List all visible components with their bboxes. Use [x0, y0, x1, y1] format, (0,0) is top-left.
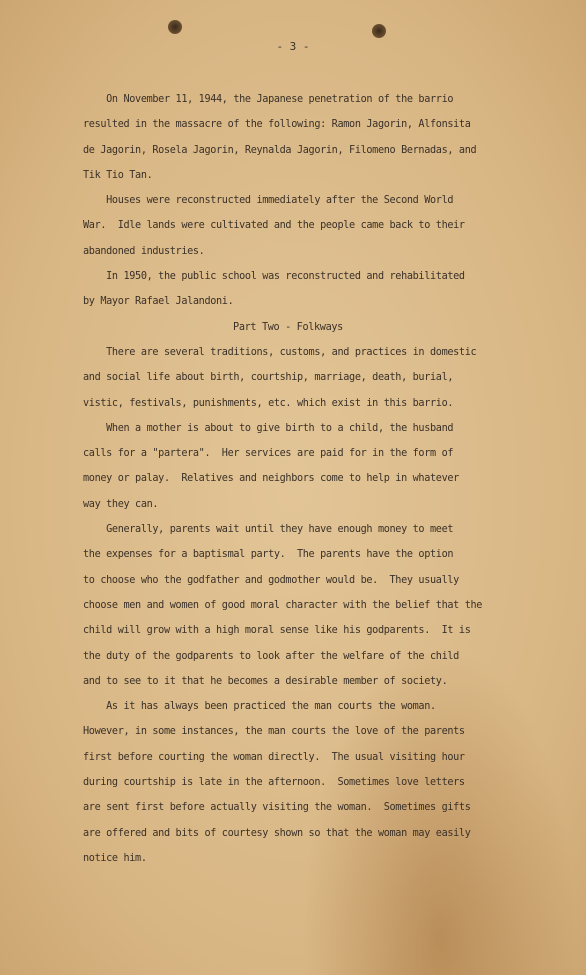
text-line: choose men and women of good moral character with the belief that the [83, 599, 483, 611]
text-line: Generally, parents wait until they have enough money to meet [83, 524, 454, 536]
text-line: are offered and bits of courtesy shown so that the woman may easily [83, 827, 471, 839]
text-line: child will grow with a high moral sense like his godparents. It is [83, 625, 471, 637]
text-line: When a mother is about to give birth to a child, the husband [83, 422, 454, 434]
text-line: abandoned industries. [83, 245, 205, 257]
text-line: Tik Tio Tan. [83, 169, 153, 181]
text-line: There are several traditions, customs, and practices in domestic [83, 346, 477, 358]
punch-hole [372, 24, 386, 38]
text-line: first before courting the woman directly. The usual visiting hour [83, 751, 465, 763]
text-line: As it has always been practiced the man courts the woman. [83, 701, 436, 713]
body-text [83, 92, 523, 876]
text-line: Houses were reconstructed immediately after the Second World [83, 195, 454, 207]
text-line: the expenses for a baptismal party. The parents have the option [83, 549, 454, 561]
page-number: - 3 - [276, 40, 310, 53]
text-line: during courtship is late in the afternoon. Sometimes love letters [83, 777, 465, 789]
text-line: money or palay. Relatives and neighbors come to help in whatever [83, 473, 459, 485]
text-line: the duty of the godparents to look after the welfare of the child [83, 650, 459, 662]
section-heading: Part Two - Folkways [233, 321, 343, 333]
text-line: to choose who the godfather and godmother would be. They usually [83, 574, 459, 586]
text-line: de Jagorin, Rosela Jagorin, Reynalda Jagorin, Filomeno Bernadas, and [83, 144, 477, 156]
text-line: On November 11, 1944, the Japanese penetration of the barrio [83, 94, 454, 105]
text-line: way they can. [83, 498, 159, 510]
text-line: and to see to it that he becomes a desirable member of society. [83, 675, 448, 687]
text-line: calls for a "partera". Her services are paid for in the form of [83, 448, 454, 460]
text-line: by Mayor Rafael Jalandoni. [83, 296, 234, 308]
text-line: vistic, festivals, punishments, etc. which exist in this barrio. [83, 397, 454, 409]
punch-hole [168, 20, 182, 34]
text-line: are sent first before actually visiting the woman. Sometimes gifts [83, 802, 471, 814]
text-line: resulted in the massacre of the following: Ramon Jagorin, Alfonsita [83, 119, 471, 131]
text-line: and social life about birth, courtship, marriage, death, burial, [83, 372, 454, 384]
text-line: However, in some instances, the man courts the love of the parents [83, 726, 465, 738]
text-line: War. Idle lands were cultivated and the people came back to their [83, 220, 465, 232]
text-line: notice him. [83, 852, 147, 864]
text-line: In 1950, the public school was reconstructed and rehabilitated [83, 271, 465, 283]
